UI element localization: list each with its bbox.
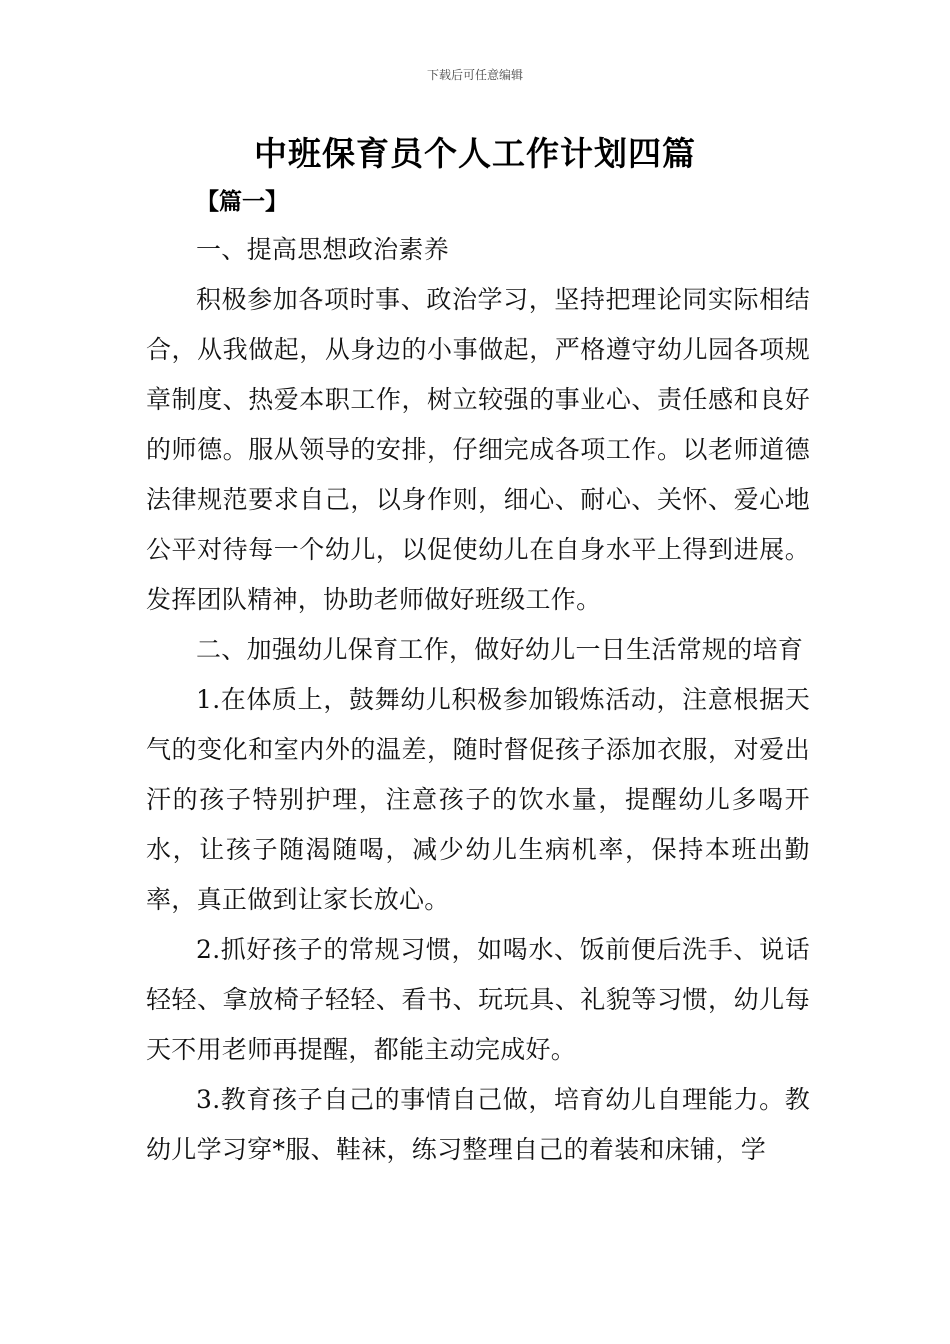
paragraph-routine-habits: 2.抓好孩子的常规习惯，如喝水、饭前便后洗手、说话轻轻、拿放椅子轻轻、看书、玩玩具、礼貌等习惯，幼儿每天不用老师再提醒，都能主动完成好。 [146, 935, 810, 1064]
heading-childcare: 二、加强幼儿保育工作，做好幼儿一日生活常规的培育 [196, 635, 804, 664]
document-title: 中班保育员个人工作计划四篇 [254, 134, 696, 173]
paragraph-physical-health: 1.在体质上，鼓舞幼儿积极参加锻炼活动，注意根据天气的变化和室内外的温差，随时督促孩子添加衣服，对爱出汗的孩子特别护理，注意孩子的饮水量，提醒幼儿多喝开水，让孩子随渴随喝，减少幼儿生病机率，保持本班出勤率，真正做到让家长放心。 [146, 685, 810, 914]
paragraph-self-care: 3.教育孩子自己的事情自己做，培育幼儿自理能力。教幼儿学习穿*服、鞋袜，练习整理自己的着装和床铺，学 [146, 1085, 810, 1164]
header-note: 下载后可任意编辑 [426, 68, 523, 82]
section-tag: 【篇一】 [196, 189, 288, 215]
paragraph-political-quality: 积极参加各项时事、政治学习，坚持把理论同实际相结合，从我做起，从身边的小事做起，严格遵守幼儿园各项规章制度、热爱本职工作，树立较强的事业心、责任感和良好的师德。服从领导的安排，仔细完成各项工作。以老师道德法律规范要求自己，以身作则，细心、耐心、关怀、爱心地公平对待每一个幼儿，以促使幼儿在自身水平上得到进展。发挥团队精神，协助老师做好班级工作。 [146, 285, 810, 614]
heading-political: 一、提高思想政治素养 [196, 235, 450, 264]
document-body [146, 225, 810, 1175]
